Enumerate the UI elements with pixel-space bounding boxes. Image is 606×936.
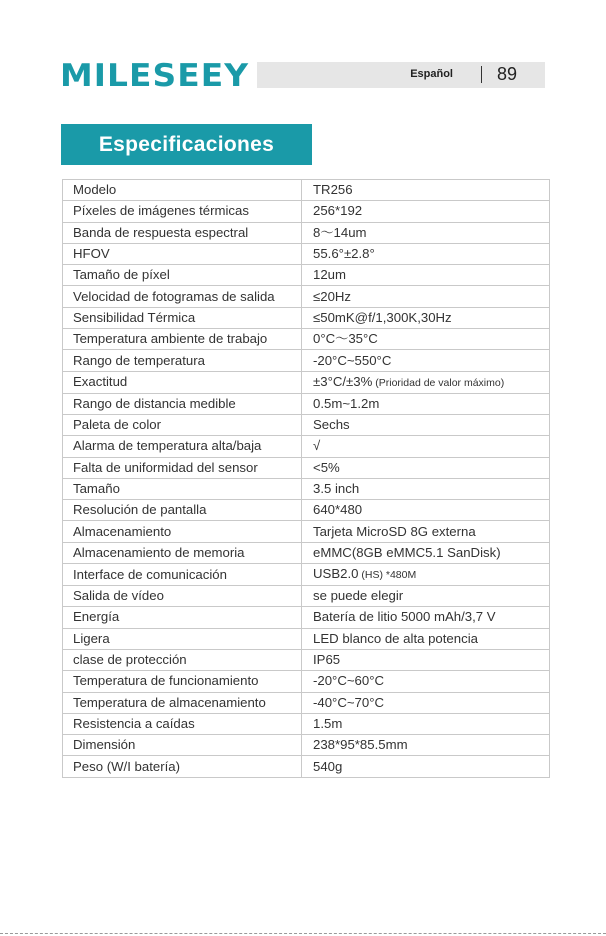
- spec-row: [63, 692, 550, 713]
- spec-value: 0°C〜35°C: [302, 329, 550, 350]
- spec-label: Interface de comunicación: [63, 564, 302, 586]
- spec-label: Salida de vídeo: [63, 586, 302, 607]
- spec-label: Temperatura de funcionamiento: [63, 671, 302, 692]
- spec-value: -40°C~70°C: [302, 692, 550, 713]
- spec-label: Almacenamiento: [63, 521, 302, 542]
- spec-value: 55.6°±2.8°: [302, 243, 550, 264]
- spec-row: [63, 414, 550, 435]
- spec-value: 12um: [302, 265, 550, 286]
- spec-label: Almacenamiento de memoria: [63, 542, 302, 563]
- spec-value: 640*480: [302, 500, 550, 521]
- spec-row: [63, 371, 550, 393]
- spec-value: 8〜14um: [302, 222, 550, 243]
- spec-value: USB2.0 (HS) *480M: [302, 564, 550, 586]
- spec-value: -20°C~60°C: [302, 671, 550, 692]
- spec-value: ±3°C/±3% (Prioridad de valor máximo): [302, 371, 550, 393]
- spec-row: [63, 713, 550, 734]
- spec-label: Velocidad de fotogramas de salida: [63, 286, 302, 307]
- spec-row: [63, 436, 550, 457]
- spec-row: [63, 756, 550, 777]
- spec-row: [63, 478, 550, 499]
- spec-label: Paleta de color: [63, 414, 302, 435]
- spec-value: 3.5 inch: [302, 478, 550, 499]
- spec-label: Píxeles de imágenes térmicas: [63, 201, 302, 222]
- spec-row: [63, 286, 550, 307]
- spec-label: Rango de temperatura: [63, 350, 302, 371]
- spec-label: Energía: [63, 607, 302, 628]
- spec-label: clase de protección: [63, 649, 302, 670]
- spec-row: [63, 607, 550, 628]
- spec-value-note: (HS) *480M: [358, 569, 417, 582]
- spec-row: [63, 735, 550, 756]
- spec-label: Rango de distancia medible: [63, 393, 302, 414]
- spec-value: eMMC(8GB eMMC5.1 SanDisk): [302, 542, 550, 563]
- spec-row: [63, 180, 550, 201]
- spec-label: Tamaño: [63, 478, 302, 499]
- spec-row: [63, 586, 550, 607]
- spec-row: [63, 671, 550, 692]
- spec-value: IP65: [302, 649, 550, 670]
- spec-row: [63, 542, 550, 563]
- spec-value: √: [302, 436, 550, 457]
- spec-label: Tamaño de píxel: [63, 265, 302, 286]
- spec-row: [63, 457, 550, 478]
- spec-label: Modelo: [63, 180, 302, 201]
- spec-label: Temperatura de almacenamiento: [63, 692, 302, 713]
- spec-value: se puede elegir: [302, 586, 550, 607]
- spec-row: [63, 564, 550, 586]
- spec-value: TR256: [302, 180, 550, 201]
- spec-row: [63, 350, 550, 371]
- spec-value: <5%: [302, 457, 550, 478]
- spec-value: 256*192: [302, 201, 550, 222]
- spec-row: [63, 393, 550, 414]
- header-divider: [481, 66, 482, 83]
- language-label: Español: [410, 68, 453, 80]
- spec-value: ≤20Hz: [302, 286, 550, 307]
- spec-value: 540g: [302, 756, 550, 777]
- spec-label: Dimensión: [63, 735, 302, 756]
- spec-row: [63, 307, 550, 328]
- spec-table: [62, 179, 550, 778]
- spec-label: Resolución de pantalla: [63, 500, 302, 521]
- spec-label: Alarma de temperatura alta/baja: [63, 436, 302, 457]
- spec-row: [63, 243, 550, 264]
- spec-label: Peso (W/I batería): [63, 756, 302, 777]
- spec-row: [63, 329, 550, 350]
- spec-value-note: (Prioridad de valor máximo): [372, 376, 505, 389]
- spec-label: Temperatura ambiente de trabajo: [63, 329, 302, 350]
- page-number: 89: [496, 64, 517, 84]
- spec-value: 1.5m: [302, 713, 550, 734]
- spec-label: Ligera: [63, 628, 302, 649]
- section-title: Especificaciones: [61, 124, 312, 165]
- spec-label: Sensibilidad Térmica: [63, 307, 302, 328]
- header-bar: [257, 62, 545, 88]
- spec-row: [63, 201, 550, 222]
- brand-logo: MILESEEY: [60, 58, 250, 94]
- spec-row: [63, 222, 550, 243]
- spec-value: Sechs: [302, 414, 550, 435]
- spec-value: 238*95*85.5mm: [302, 735, 550, 756]
- spec-row: [63, 649, 550, 670]
- spec-label: Falta de uniformidad del sensor: [63, 457, 302, 478]
- page-bottom-border: [0, 933, 606, 934]
- spec-value: -20°C~550°C: [302, 350, 550, 371]
- spec-value: LED blanco de alta potencia: [302, 628, 550, 649]
- spec-row: [63, 521, 550, 542]
- spec-value: 0.5m~1.2m: [302, 393, 550, 414]
- spec-label: Resistencia a caídas: [63, 713, 302, 734]
- spec-row: [63, 628, 550, 649]
- spec-label: HFOV: [63, 243, 302, 264]
- spec-value: ≤50mK@f/1,300K,30Hz: [302, 307, 550, 328]
- spec-label: Exactitud: [63, 371, 302, 393]
- spec-value: Tarjeta MicroSD 8G externa: [302, 521, 550, 542]
- spec-value: Batería de litio 5000 mAh/3,7 V: [302, 607, 550, 628]
- spec-table-body: [63, 180, 550, 778]
- spec-label: Banda de respuesta espectral: [63, 222, 302, 243]
- spec-row: [63, 265, 550, 286]
- spec-row: [63, 500, 550, 521]
